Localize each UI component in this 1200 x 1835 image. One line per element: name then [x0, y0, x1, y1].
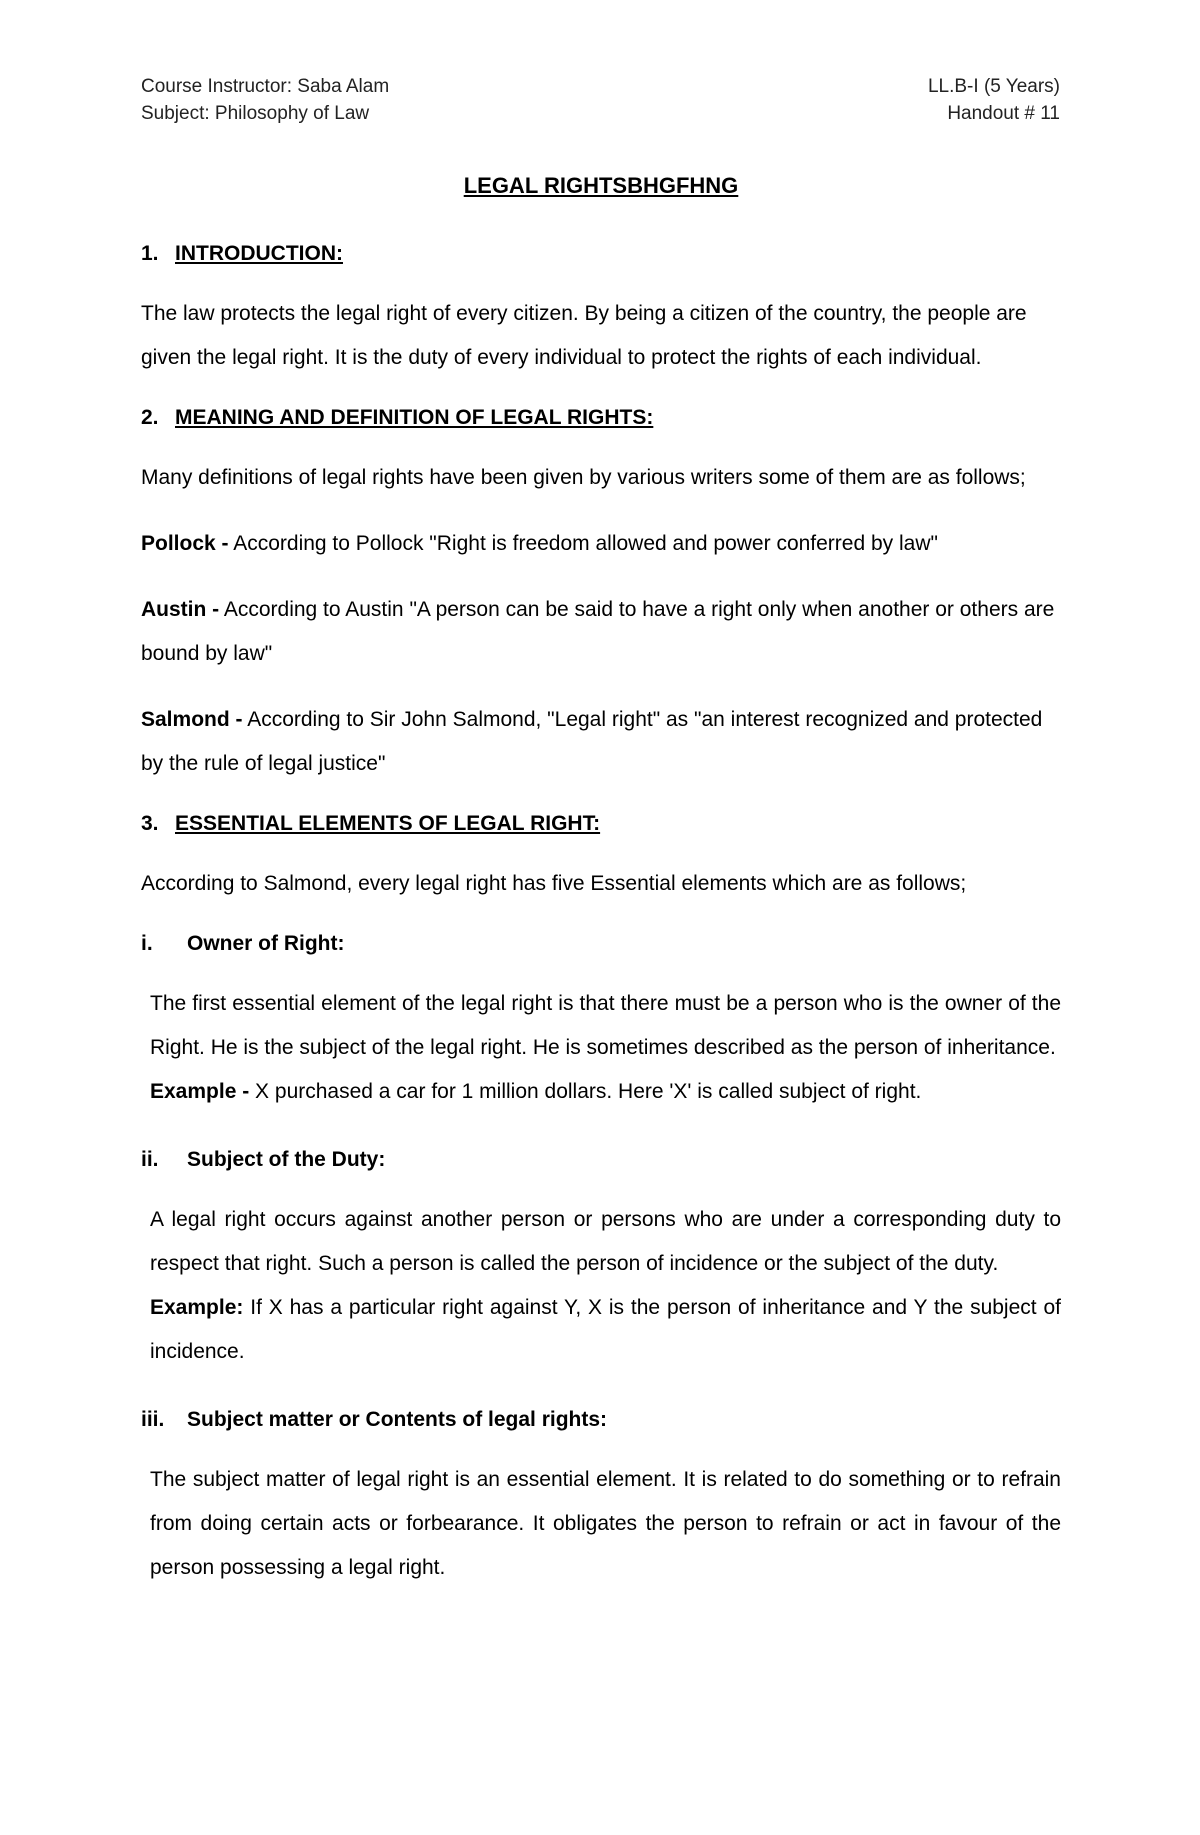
section-heading-essential-elements: [141, 808, 1061, 840]
example-text: If X has a particular right against Y, X is the person of inheritance and Y the subject of incidence.: [150, 1296, 1061, 1363]
definition-austin: [141, 588, 1061, 676]
meaning-paragraph: Many definitions of legal rights have been given by various writers some of them are as follows;: [141, 466, 1026, 489]
section-number: 3.: [141, 812, 159, 835]
course-instructor: Course Instructor: Saba Alam: [141, 76, 390, 97]
element-heading-subject-matter: [141, 1404, 1061, 1436]
section-title: ESSENTIAL ELEMENTS OF LEGAL RIGHT:: [175, 812, 601, 835]
roman-numeral: iii.: [141, 1408, 165, 1431]
element-duty-text: A legal right occurs against another person or persons who are under a corresponding duty to respect that right. Such a person is called the person of incidence or the subject of the duty.: [150, 1208, 1061, 1275]
section-title: MEANING AND DEFINITION OF LEGAL RIGHTS:: [175, 406, 654, 429]
definition-salmond: [141, 698, 1061, 786]
header-left: [141, 73, 389, 127]
elements-paragraph: According to Salmond, every legal right has five Essential elements which are as follows;: [141, 872, 967, 895]
element-title: Subject matter or Contents of legal rights:: [187, 1408, 608, 1431]
section-number: 2.: [141, 406, 159, 429]
example-label: Example:: [150, 1296, 244, 1319]
roman-numeral: i.: [141, 932, 153, 955]
element-owner-example: [150, 1070, 1061, 1114]
definition-pollock: [141, 522, 1061, 566]
element-heading-owner: [141, 928, 1061, 960]
intro-paragraph: The law protects the legal right of every citizen. By being a citizen of the country, the people are given the legal right. It is the duty of every individual to protect the rights of each individual.: [141, 302, 1027, 369]
program-label: LL.B-I (5 Years): [927, 76, 1060, 97]
course-subject: Subject: Philosophy of Law: [141, 103, 370, 124]
element-title: Subject of the Duty:: [187, 1148, 386, 1171]
definition-author: Austin -: [141, 598, 220, 621]
section-number: 1.: [141, 242, 159, 265]
example-label: Example -: [150, 1080, 250, 1103]
definition-text: According to Sir John Salmond, "Legal right" as "an interest recognized and protected by the rule of legal justice": [141, 708, 1043, 775]
element-subject-matter-text: The subject matter of legal right is an essential element. It is related to do something or to refrain from doing certain acts or forbearance. It obligates the person to refrain or act in favour of the person possessing a legal right.: [150, 1468, 1061, 1579]
definition-text: According to Pollock "Right is freedom allowed and power conferred by law": [228, 532, 938, 555]
handout-number: Handout # 11: [947, 103, 1060, 124]
element-title: Owner of Right:: [187, 932, 345, 955]
definition-author: Salmond -: [141, 708, 243, 731]
header-right: [928, 73, 1060, 127]
element-heading-duty: [141, 1144, 1061, 1176]
roman-numeral: ii.: [141, 1148, 159, 1171]
definition-author: Pollock -: [141, 532, 229, 555]
section-heading-meaning: [141, 402, 1061, 434]
section-title: INTRODUCTION:: [175, 242, 343, 265]
element-owner-text: The first essential element of the legal right is that there must be a person who is the owner of the Right. He is the subject of the legal right. He is sometimes described as the person of inheritance.: [150, 992, 1061, 1059]
section-heading-introduction: [141, 238, 1061, 270]
document-body: [141, 170, 1061, 1612]
example-text: X purchased a car for 1 million dollars. Here 'X' is called subject of right.: [249, 1080, 922, 1103]
page-title: LEGAL RIGHTSBHGFHNG: [463, 173, 739, 198]
element-duty-example: [150, 1286, 1061, 1374]
definition-text: According to Austin "A person can be said to have a right only when another or others are bound by law": [141, 598, 1055, 665]
